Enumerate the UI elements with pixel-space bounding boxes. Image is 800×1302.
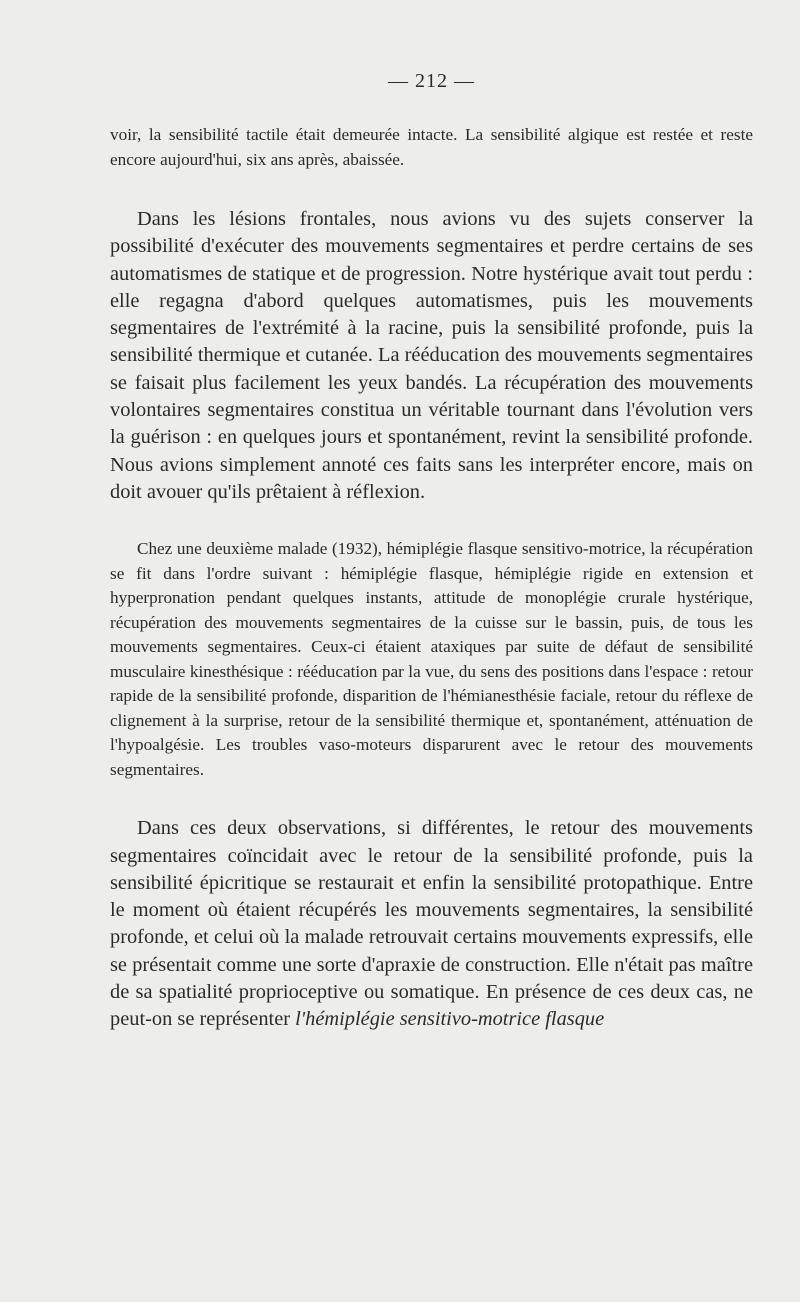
paragraph-4-text: Dans ces deux observations, si différentes, le retour des mouvements segmentaires coïncidait avec le retour de la sensibilité profonde, puis la sensibilité épicritique se restaurait et enfin la sensibilité protopathique. Entre le moment où étaient récupérés les mouvements segmentaires, la sensibilité profonde, et celui où la malade retrouvait certains mouvements expressifs, elle se présentait comme une sorte d'apraxie de construction. Elle n'était pas maître de sa spatialité proprioceptive ou somatique. En présence de ces deux cas, ne peut-on se représenter [110,817,753,1031]
paragraph-4 [110,815,753,1033]
paragraph-3: Chez une deuxième malade (1932), hémiplégie flasque sensitivo-motrice, la récupération se fit dans l'ordre suivant : hémiplégie flasque, hémiplégie rigide en extension et hyperpronation pendant quelques instants, attitude de monoplégie crurale hystérique, récupération des mouvements segmentaires de la cuisse sur le bassin, puis, de tous les mouvements segmentaires. Ceux-ci étaient ataxiques par suite de défaut de sensibilité musculaire kinesthésique : rééducation par la vue, du sens des positions dans l'espace : retour rapide de la sensibilité profonde, disparition de l'hémianesthésie faciale, retour du réflexe de clignement à la surprise, retour de la sensibilité thermique et, spontanément, atténuation de l'hypoalgésie. Les troubles vaso-moteurs disparurent avec le retour des mouvements segmentaires. [110,539,753,779]
document-page [110,70,753,1034]
paragraph-1: voir, la sensibilité tactile était demeurée intacte. La sensibilité algique est restée et reste encore aujourd'hui, six ans après, abaissée. [110,125,753,169]
page-number: — 212 — [388,70,475,92]
paragraph-2: Dans les lésions frontales, nous avions vu des sujets conserver la possibilité d'exécuter des mouvements segmentaires et perdre certains de ses automatismes de statique et de progression. Notre hystérique avait tout perdu : elle regagna d'abord quelques automatismes, puis les mouvements segmentaires de l'extrémité à la racine, puis la sensibilité profonde, puis la sensibilité thermique et cutanée. La rééducation des mouvements segmentaires se faisait plus facilement les yeux bandés. La récupération des mouvements volontaires segmentaires constitua un véritable tournant dans l'évolution vers la guérison : en quelques jours et spontanément, revint la sensibilité profonde. Nous avions simplement annoté ces faits sans les interpréter encore, mais on doit avouer qu'ils prêtaient à réflexion. [110,208,753,503]
paragraph-4-italic-tail: l'hémiplégie sensitivo-motrice flasque [295,1008,605,1031]
